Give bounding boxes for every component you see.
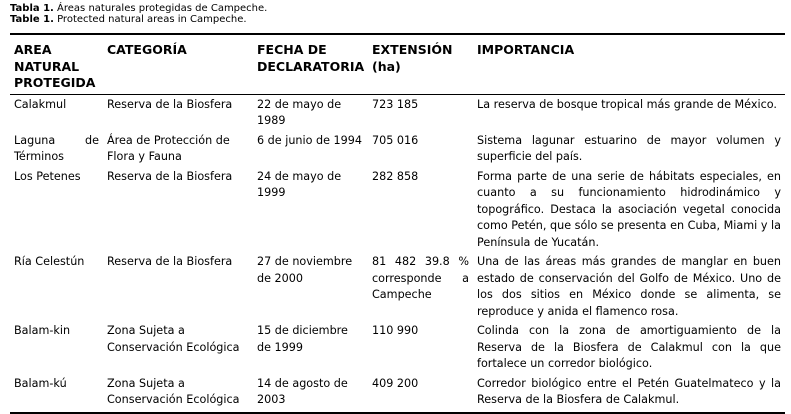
cell-importancia: Forma parte de una serie de hábitats especiales, en cuanto a su funcionamiento hidrodinámico y topográfico. Destaca la asociación vegetal conocida como Petén, que sólo se presenta en Cuba, Miami y la Península de Yucatán. xyxy=(477,169,781,249)
table-captions xyxy=(10,3,267,25)
caption-english xyxy=(10,14,267,25)
table-row xyxy=(10,169,785,255)
cell-importancia: Corredor biológico entre el Petén Guatelmateco y la Reserva de la Biosfera de Calakmul. xyxy=(477,376,781,406)
cell-area: Calakmul xyxy=(14,97,67,111)
caption-english-text: Protected natural areas in Campeche. xyxy=(57,14,247,25)
cell-fecha: 24 de mayo de 1999 xyxy=(257,169,342,199)
cell-categoria: Reserva de la Biosfera xyxy=(107,169,233,183)
cell-fecha: 22 de mayo de 1989 xyxy=(257,97,342,127)
cell-importancia: Sistema lagunar estuarino de mayor volumen y superficie del país. xyxy=(477,133,781,163)
cell-area: Los Petenes xyxy=(14,169,81,183)
cell-importancia: La reserva de bosque tropical más grande de México. xyxy=(477,97,777,111)
header-importancia: IMPORTANCIA xyxy=(477,42,575,57)
table-row xyxy=(10,133,785,169)
cell-importancia: Colinda con la zona de amortiguamiento de la Reserva de la Biosfera de Calakmul con la que fortalece un corredor biológico. xyxy=(477,324,781,370)
header-categoria: CATEGORÍA xyxy=(107,42,187,57)
caption-spanish xyxy=(10,3,267,14)
caption-english-label: Table 1. xyxy=(10,14,54,25)
cell-fecha: 14 de agosto de 2003 xyxy=(257,376,348,406)
cell-categoria: Área de Protección de Flora y Fauna xyxy=(107,133,230,163)
table-header-row xyxy=(10,34,785,94)
cell-area: Balam-kú xyxy=(14,376,67,390)
cell-extension: 110 990 xyxy=(372,324,419,337)
cell-importancia: Una de las áreas más grandes de manglar en buen estado de conservación del Golfo de México. Uno de los dos sitios en México donde se alimenta, se reproduce y anida el flamenco rosa. xyxy=(477,255,781,318)
cell-categoria: Zona Sujeta a Conservación Ecológica xyxy=(107,376,240,406)
table-row xyxy=(10,254,785,323)
cell-extension: 409 200 xyxy=(372,376,419,390)
cell-area: Ría Celestún xyxy=(14,255,85,268)
header-fecha: FECHA DE DECLARATORIA xyxy=(257,42,365,74)
header-extension: EXTENSIÓN (ha) xyxy=(372,42,453,74)
cell-extension: 723 185 xyxy=(372,97,419,111)
protected-areas-table-container xyxy=(10,33,785,414)
cell-categoria: Reserva de la Biosfera xyxy=(107,255,233,268)
cell-area: Laguna de Términos xyxy=(14,133,99,163)
cell-extension: 282 858 xyxy=(372,169,419,183)
table-row xyxy=(10,323,785,376)
cell-fecha: 27 de noviembre de 2000 xyxy=(257,255,353,285)
table-row xyxy=(10,94,785,133)
cell-fecha: 6 de junio de 1994 xyxy=(257,133,363,147)
cell-extension: 705 016 xyxy=(372,133,419,147)
cell-categoria: Zona Sujeta a Conservación Ecológica xyxy=(107,324,240,354)
protected-areas-table xyxy=(10,33,785,414)
cell-area: Balam-kin xyxy=(14,324,71,337)
cell-categoria: Reserva de la Biosfera xyxy=(107,97,233,111)
caption-spanish-text: Áreas naturales protegidas de Campeche. xyxy=(57,3,268,14)
table-row xyxy=(10,376,785,413)
cell-extension: 81 482 39.8 % corresponde a Campeche xyxy=(372,255,469,301)
cell-fecha: 15 de diciembre de 1999 xyxy=(257,324,348,354)
header-area: AREA NATURAL PROTEGIDA xyxy=(14,42,96,90)
caption-spanish-label: Tabla 1. xyxy=(10,3,54,14)
